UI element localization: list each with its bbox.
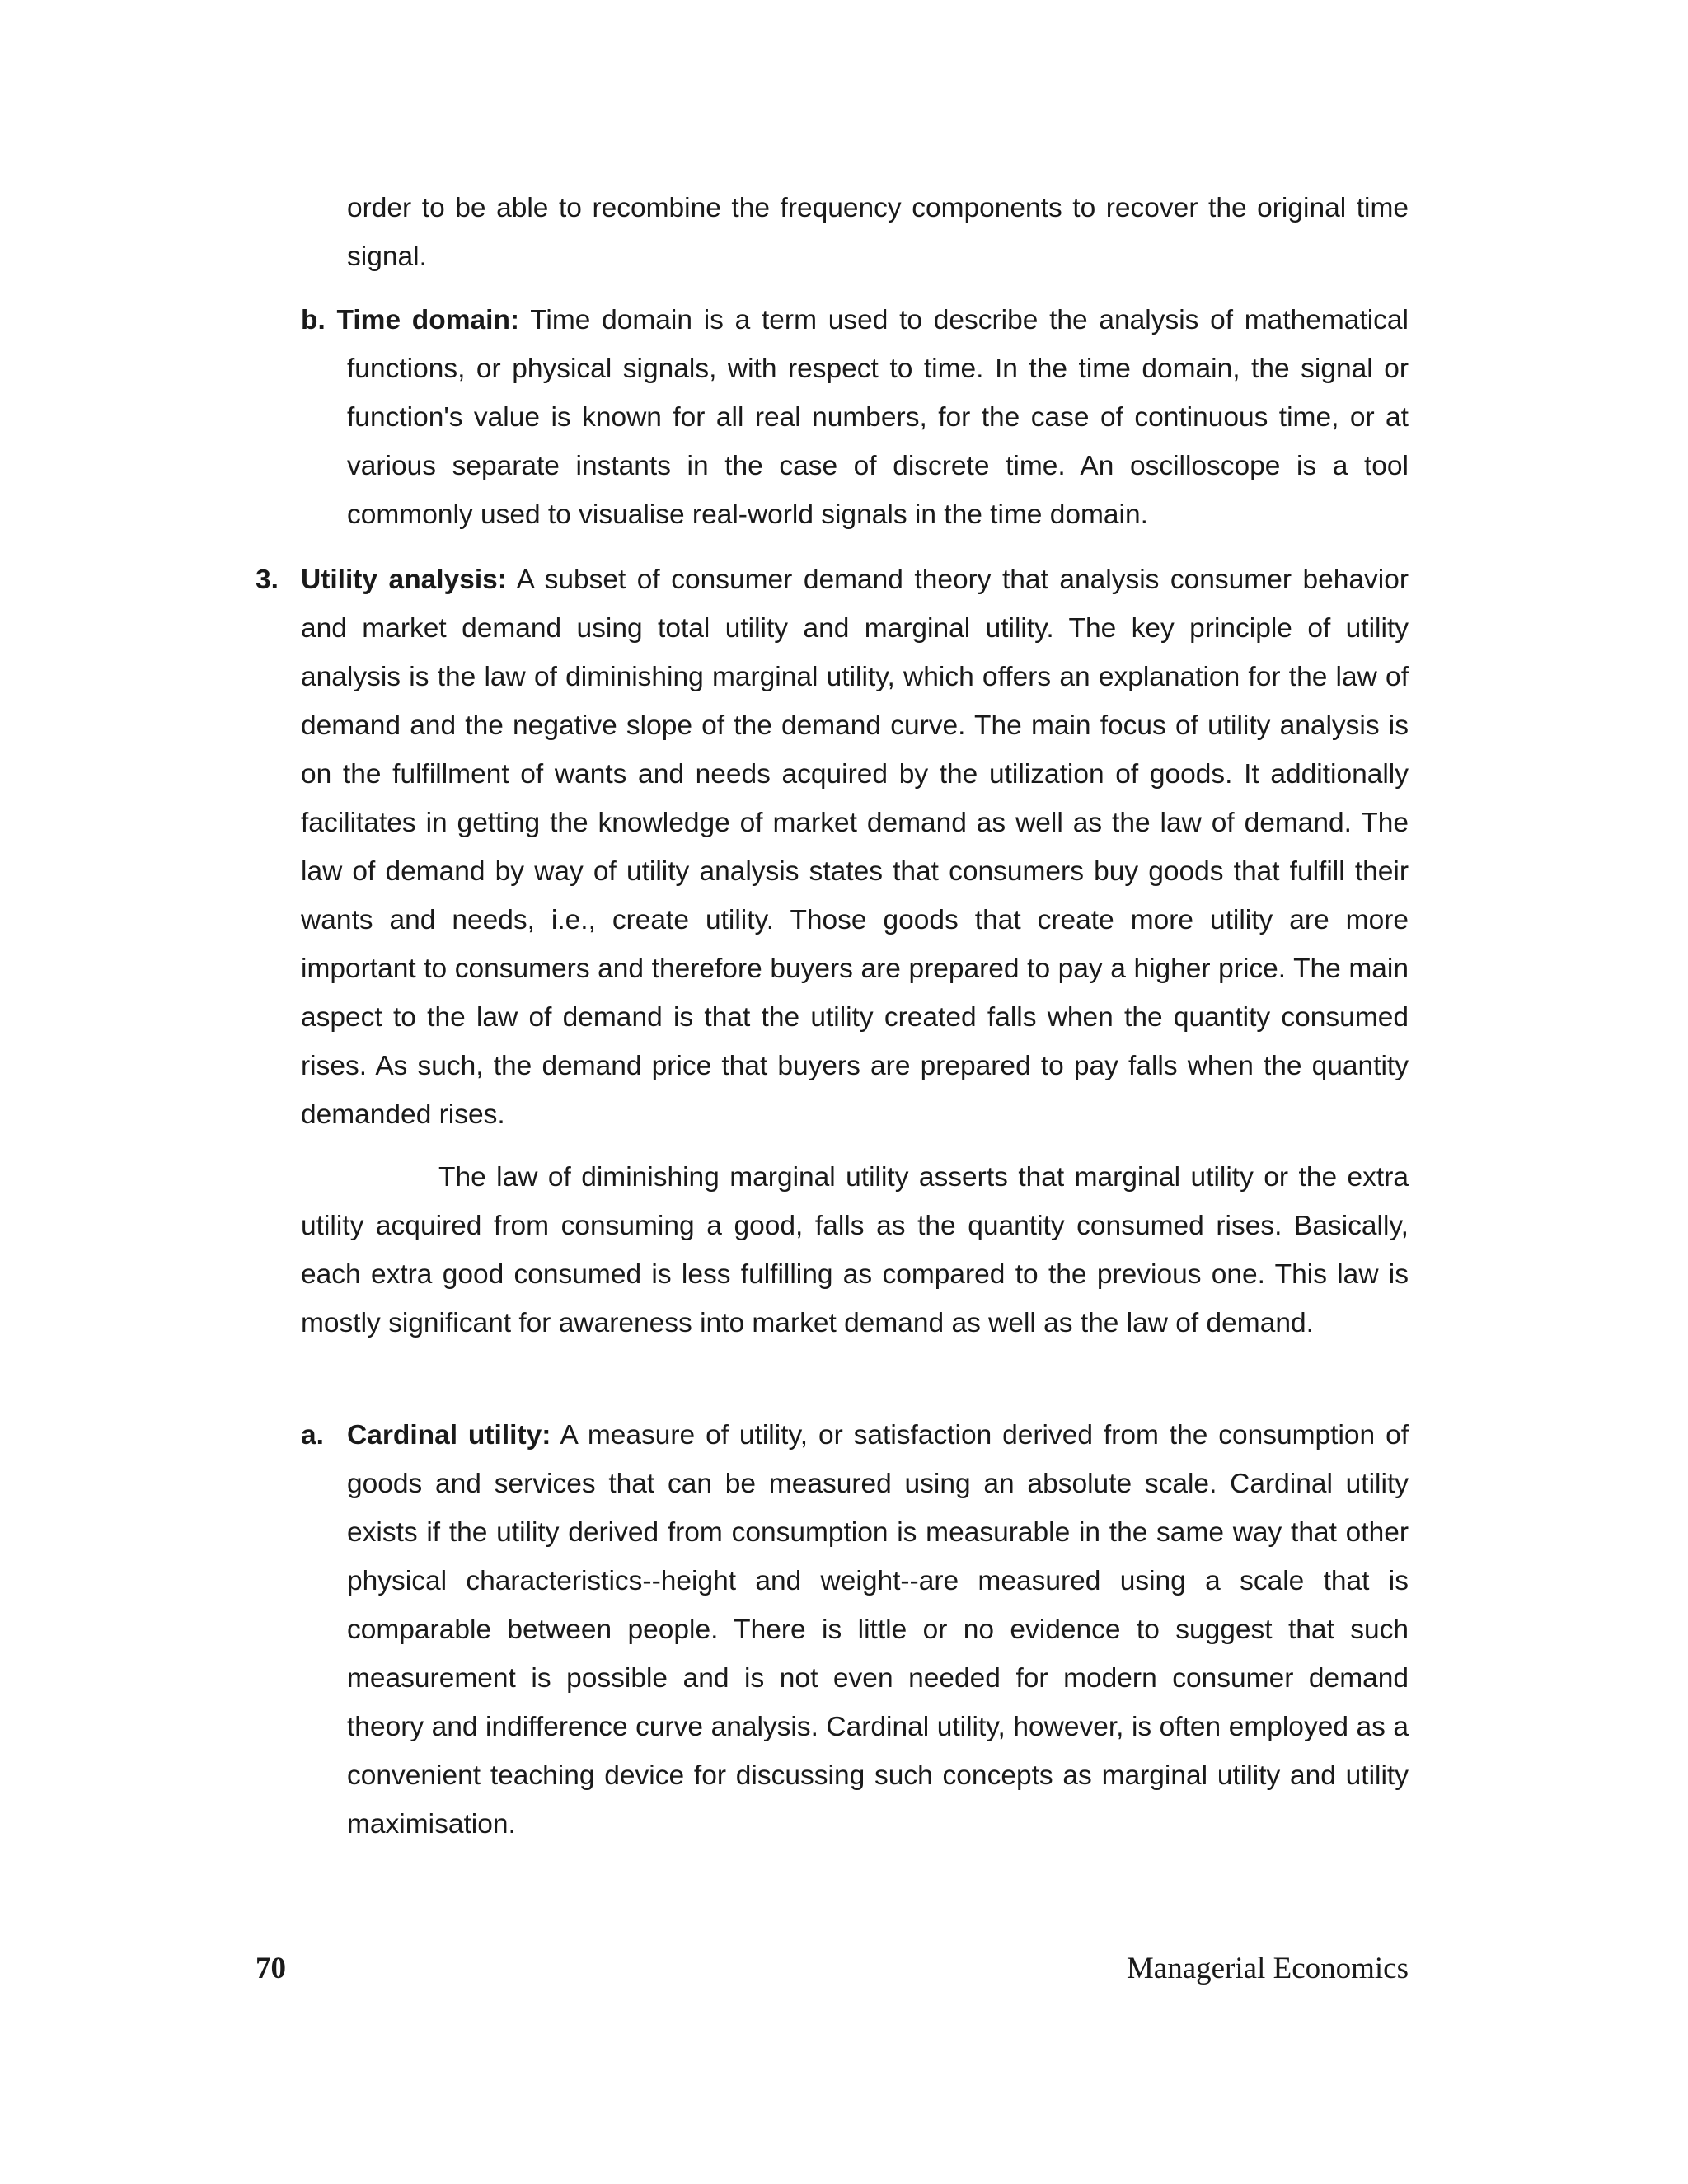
cardinal-utility-text: A measure of utility, or satisfaction derived from the consumption of goods and services that can be measured using an absolute scale. Cardinal utility exists if the utility derived from consumption is measurable in the same way that other physical characteristics--height and weight--are measured using a scale that is comparable between people. There is little or no evidence to suggest that such measurement is possible and is not even needed for modern consumer demand theory and indifference curve analysis. Cardinal utility, however, is often employed as a convenient teaching device for discussing such concepts as marginal utility and utility maximisation.	[347, 1420, 1409, 1840]
time-domain-paragraph	[301, 296, 1409, 539]
time-domain-text: Time domain is a term used to describe the analysis of mathematical functions, or physical signals, with respect to time. In the time domain, the signal or function's value is known for all real numbers, for the case of continuous time, or at various separate instants in the case of discrete time. An oscilloscope is a tool commonly used to visualise real-world signals in the time domain.	[347, 305, 1409, 530]
cardinal-utility-label: Cardinal utility:	[347, 1420, 551, 1451]
book-title: Managerial Economics	[1126, 1952, 1409, 1985]
cardinal-utility-letter: a.	[301, 1420, 324, 1451]
continuation-paragraph	[347, 184, 1409, 281]
utility-analysis-paragraph	[301, 555, 1409, 1139]
page-number: 70	[256, 1952, 286, 1985]
time-domain-label: b. Time domain:	[301, 305, 520, 335]
utility-analysis-label: Utility analysis:	[301, 565, 507, 595]
utility-analysis-text: A subset of consumer demand theory that analysis consumer behavior and market demand using total utility and marginal utility. The key principle of utility analysis is the law of diminishing marginal utility, which offers an explanation for the law of demand and the negative slope of the demand curve. The main focus of utility analysis is on the fulfillment of wants and needs acquired by the utilization of goods. It additionally facilitates in getting the knowledge of market demand as well as the law of demand. The law of demand by way of utility analysis states that consumers buy goods that fulfill their wants and needs, i.e., create utility. Those goods that create more utility are more important to consumers and therefore buyers are prepared to pay a higher price. The main aspect to the law of demand is that the utility created falls when the quantity consumed rises. As such, the demand price that buyers are prepared to pay falls when the quantity demanded rises.	[301, 565, 1409, 1130]
utility-analysis-number: 3.	[256, 565, 279, 595]
diminishing-utility-text: The law of diminishing marginal utility asserts that marginal utility or the extra utility acquired from consuming a good, falls as the quantity consumed rises. Basically, each extra good consumed is less fulfilling as compared to the previous one. This law is mostly significant for awareness into market demand as well as the law of demand.	[301, 1162, 1409, 1338]
cardinal-utility-paragraph	[347, 1411, 1409, 1849]
diminishing-utility-paragraph	[301, 1153, 1409, 1347]
continuation-text: order to be able to recombine the frequency components to recover the original time signal.	[347, 193, 1409, 272]
